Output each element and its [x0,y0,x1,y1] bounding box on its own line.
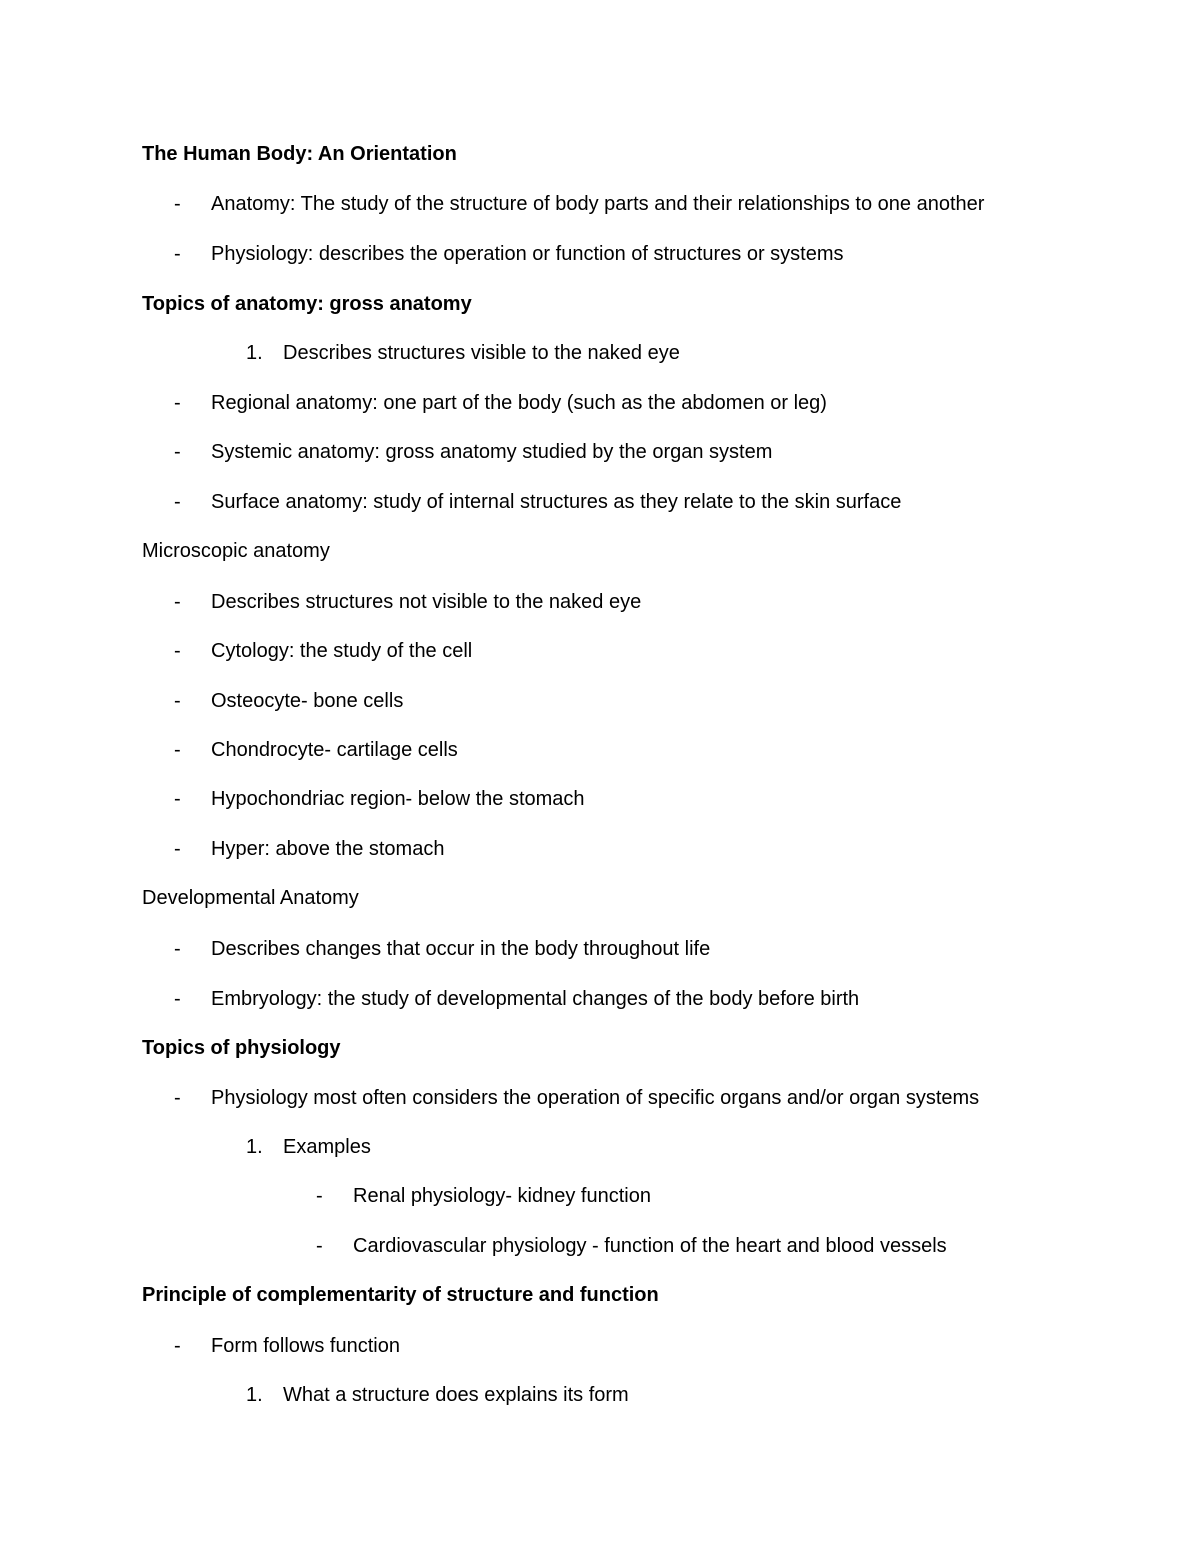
section-heading-orientation: The Human Body: An Orientation [142,143,457,165]
bullet-dash: - [174,690,181,712]
example-renal: Renal physiology- kidney function [353,1185,651,1207]
surface-anatomy-item: Surface anatomy: study of internal structures as they relate to the skin surface [211,491,902,513]
developmental-item: Describes changes that occur in the body throughout life [211,938,711,960]
example-cardiovascular: Cardiovascular physiology - function of the heart and blood vessels [353,1235,947,1257]
microscopic-item: Hyper: above the stomach [211,838,445,860]
developmental-anatomy-heading: Developmental Anatomy [142,887,359,909]
microscopic-anatomy-heading: Microscopic anatomy [142,540,330,562]
bullet-dash: - [174,788,181,810]
list-number: 1. [246,342,263,364]
bullet-dash: - [174,739,181,761]
examples-item: Examples [283,1136,371,1158]
regional-anatomy-item: Regional anatomy: one part of the body (such as the abdomen or leg) [211,392,827,414]
microscopic-item: Describes structures not visible to the naked eye [211,591,642,613]
systemic-anatomy-item: Systemic anatomy: gross anatomy studied by the organ system [211,441,773,463]
bullet-dash: - [174,441,181,463]
gross-anatomy-item: Describes structures visible to the naked eye [283,342,680,364]
anatomy-definition: Anatomy: The study of the structure of body parts and their relationships to one another [211,193,985,215]
microscopic-item: Osteocyte- bone cells [211,690,404,712]
bullet-dash: - [174,988,181,1010]
bullet-dash: - [316,1185,323,1207]
bullet-dash: - [316,1235,323,1257]
bullet-dash: - [174,1335,181,1357]
section-heading-complementarity: Principle of complementarity of structure and function [142,1284,659,1306]
section-heading-gross-anatomy: Topics of anatomy: gross anatomy [142,293,472,315]
bullet-dash: - [174,193,181,215]
bullet-dash: - [174,640,181,662]
microscopic-item: Cytology: the study of the cell [211,640,473,662]
developmental-item: Embryology: the study of developmental changes of the body before birth [211,988,860,1010]
bullet-dash: - [174,938,181,960]
bullet-dash: - [174,392,181,414]
microscopic-item: Chondrocyte- cartilage cells [211,739,458,761]
complementarity-item: Form follows function [211,1335,400,1357]
bullet-dash: - [174,243,181,265]
physiology-item: Physiology most often considers the operation of specific organs and/or organ systems [211,1087,980,1109]
list-number: 1. [246,1384,263,1406]
bullet-dash: - [174,491,181,513]
bullet-dash: - [174,591,181,613]
microscopic-item: Hypochondriac region- below the stomach [211,788,585,810]
bullet-dash: - [174,838,181,860]
section-heading-physiology: Topics of physiology [142,1037,341,1059]
physiology-definition: Physiology: describes the operation or function of structures or systems [211,243,844,265]
list-number: 1. [246,1136,263,1158]
complementarity-subitem: What a structure does explains its form [283,1384,629,1406]
bullet-dash: - [174,1087,181,1109]
